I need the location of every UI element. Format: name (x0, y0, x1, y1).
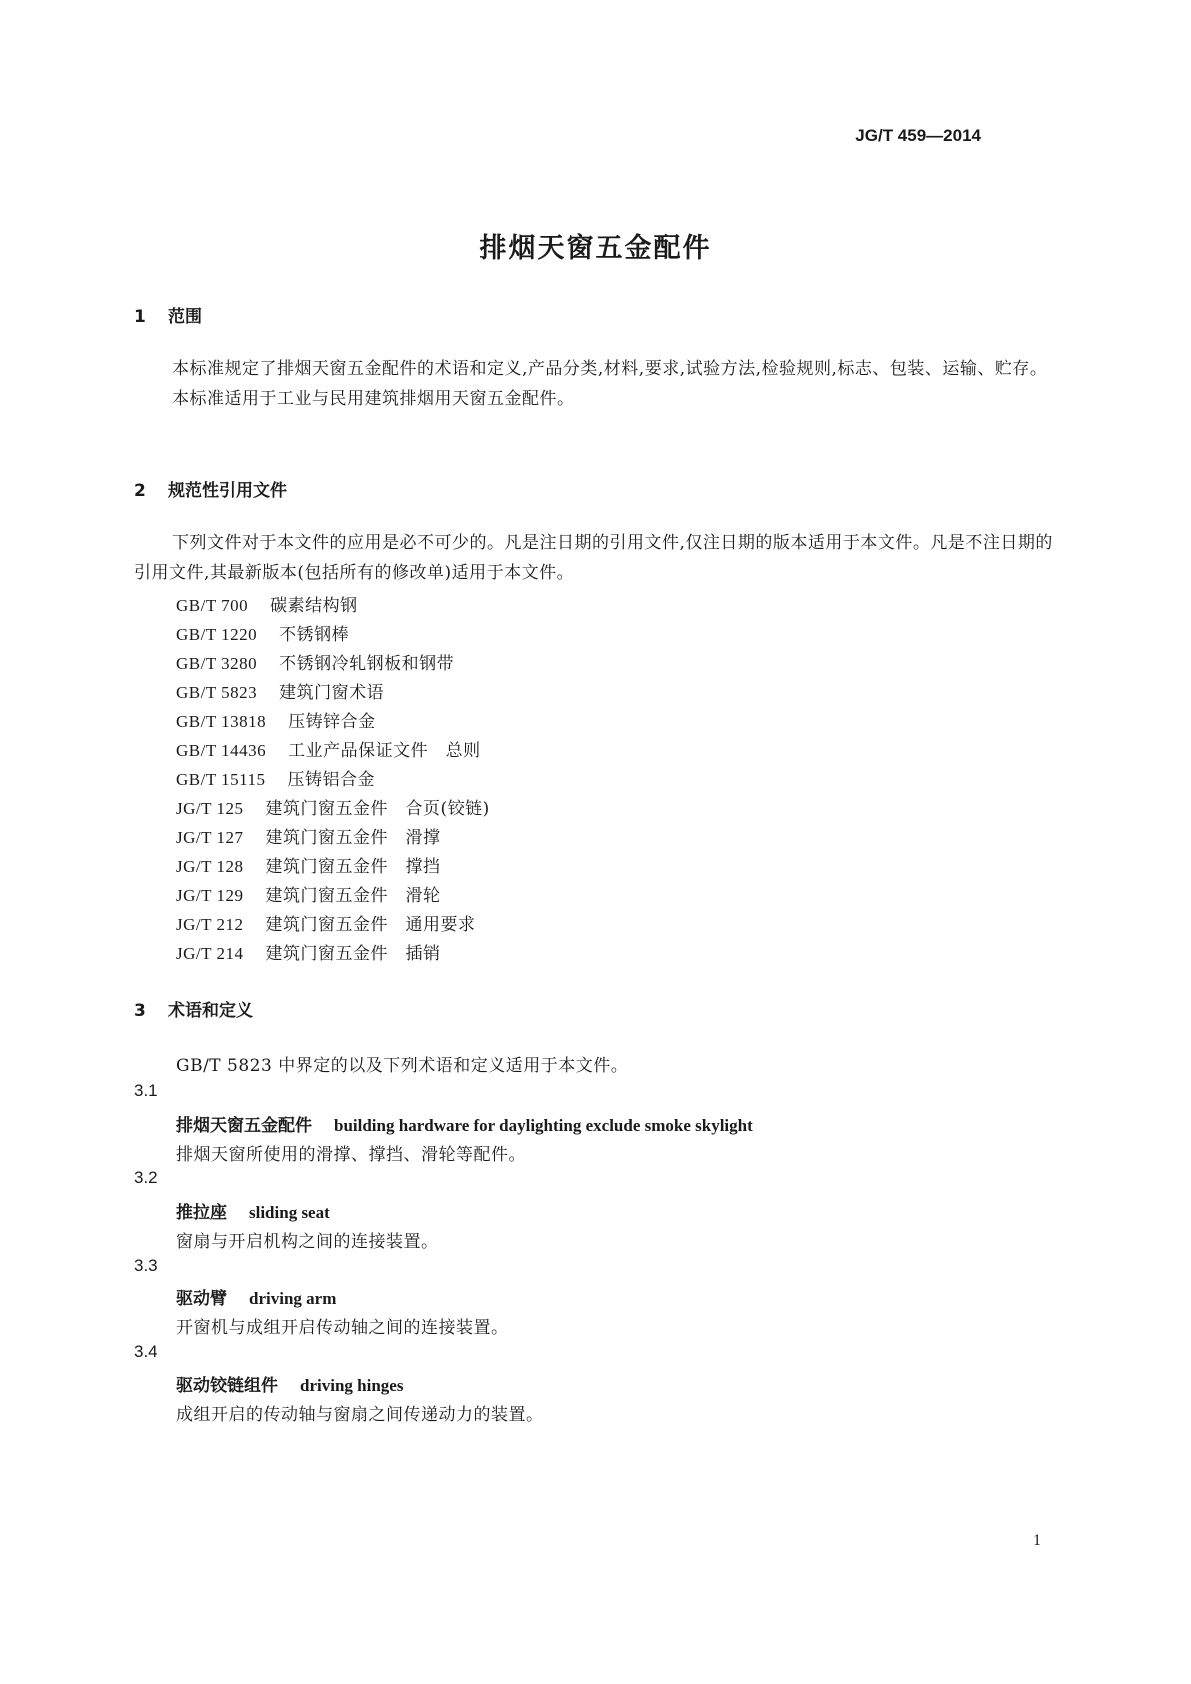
term-cn: 驱动铰链组件 (176, 1376, 278, 1396)
paragraph: 下列文件对于本文件的应用是必不可少的。凡是注日期的引用文件,仅注日期的版本适用于本文件。凡是不注日期的引用文件,其最新版本(包括所有的修改单)适用于本文件。 (134, 533, 1053, 583)
term-heading (176, 1284, 336, 1309)
reference-item (176, 591, 358, 616)
term-cn: 排烟天窗五金配件 (176, 1116, 312, 1136)
term-number: 3.4 (134, 1342, 158, 1361)
reference-code: GB/T 1220 (176, 625, 258, 644)
reference-code: JG/T 128 (176, 857, 244, 876)
reference-item (176, 910, 475, 935)
term-number: 3.1 (134, 1081, 158, 1100)
page-number: 1 (1033, 1532, 1041, 1549)
section-2-body (134, 528, 1064, 588)
section-number: 1 (134, 307, 146, 327)
reference-item (176, 678, 384, 703)
reference-title: 不锈钢冷轧钢板和钢带 (279, 654, 455, 674)
section-title: 范围 (168, 307, 202, 327)
reference-item (176, 736, 481, 761)
reference-code: GB/T 700 (176, 596, 249, 615)
reference-code: JG/T 129 (176, 886, 244, 905)
term-number: 3.3 (134, 1256, 158, 1275)
term-en: sliding seat (249, 1203, 330, 1222)
reference-title: 碳素结构钢 (270, 596, 358, 616)
term-definition: 排烟天窗所使用的滑撑、撑挡、滑轮等配件。 (176, 1145, 526, 1165)
reference-item (176, 881, 440, 906)
reference-title: 建筑门窗五金件 合页(铰链) (265, 799, 490, 819)
reference-title: 工业产品保证文件 总则 (288, 741, 481, 761)
term-en: driving hinges (300, 1376, 404, 1395)
term-definition: 窗扇与开启机构之间的连接装置。 (176, 1232, 439, 1252)
section-title: 规范性引用文件 (168, 481, 287, 501)
section-heading-2 (134, 476, 287, 501)
term-heading (176, 1371, 403, 1396)
reference-code: GB/T 5823 (176, 683, 258, 702)
reference-code: JG/T 127 (176, 828, 244, 847)
reference-item (176, 939, 440, 964)
reference-code: GB/T 13818 (176, 712, 267, 731)
term-heading (176, 1111, 753, 1136)
reference-code: GB/T 15115 (176, 770, 266, 789)
section-number: 2 (134, 481, 146, 501)
term-definition: 开窗机与成组开启传动轴之间的连接装置。 (176, 1318, 509, 1338)
reference-title: 建筑门窗五金件 滑轮 (265, 886, 441, 906)
section-heading-1 (134, 302, 202, 327)
document-title: 排烟天窗五金配件 (479, 233, 712, 264)
reference-code: GB/T 3280 (176, 654, 258, 673)
reference-title: 建筑门窗五金件 滑撑 (265, 828, 441, 848)
term-en: driving arm (249, 1289, 337, 1308)
reference-code: JG/T 212 (176, 915, 244, 934)
paragraph: 本标准规定了排烟天窗五金配件的术语和定义,产品分类,材料,要求,试验方法,检验规则,标志、包装、运输、贮存。 (172, 359, 1048, 379)
reference-item (176, 649, 454, 674)
term-definition: 成组开启的传动轴与窗扇之间传递动力的装置。 (176, 1405, 544, 1425)
reference-item (176, 620, 349, 645)
reference-title: 建筑门窗五金件 插销 (265, 944, 441, 964)
term-cn: 驱动臂 (176, 1289, 227, 1309)
reference-title: 不锈钢棒 (279, 625, 350, 645)
reference-item (176, 823, 440, 848)
reference-item (176, 852, 440, 877)
reference-item (176, 794, 490, 819)
section-number: 3 (134, 1001, 146, 1021)
reference-item (176, 707, 376, 732)
section-title: 术语和定义 (168, 1001, 253, 1021)
term-number: 3.2 (134, 1168, 158, 1187)
reference-title: 建筑门窗五金件 通用要求 (265, 915, 476, 935)
reference-title: 建筑门窗术语 (279, 683, 385, 703)
reference-code: JG/T 214 (176, 944, 244, 963)
section-heading-3 (134, 996, 253, 1021)
reference-code: GB/T 14436 (176, 741, 267, 760)
reference-title: 压铸锌合金 (288, 712, 376, 732)
section-1-body (134, 354, 1064, 414)
paragraph: 本标准适用于工业与民用建筑排烟用天窗五金配件。 (172, 389, 575, 409)
section-3-intro: GB/T 5823 中界定的以及下列术语和定义适用于本文件。 (176, 1056, 629, 1076)
reference-title: 压铸铝合金 (287, 770, 376, 790)
reference-item (176, 765, 375, 790)
reference-title: 建筑门窗五金件 撑挡 (265, 857, 441, 877)
reference-code: JG/T 125 (176, 799, 244, 818)
term-cn: 推拉座 (176, 1203, 227, 1223)
term-heading (176, 1198, 330, 1223)
standard-code: JG/T 459—2014 (855, 126, 981, 145)
term-en: building hardware for daylighting exclude smoke skylight (334, 1116, 753, 1135)
